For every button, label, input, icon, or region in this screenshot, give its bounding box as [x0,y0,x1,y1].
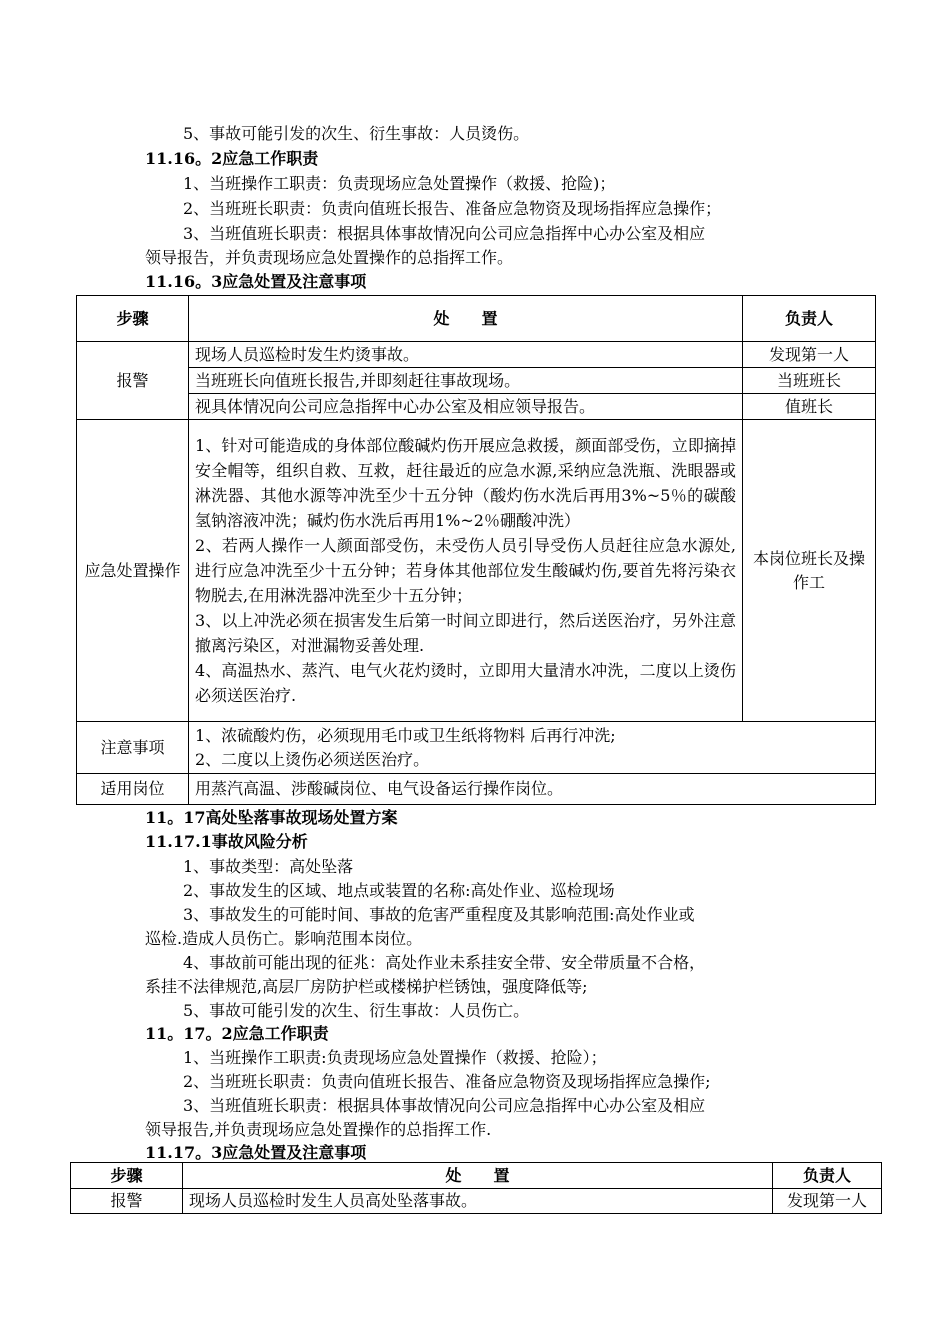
duty-17-item-1: 1、当班操作工职责:负责现场应急处置操作（救援、抢险）； [183,1048,607,1067]
note-1: 1、浓硫酸灼伤，必须现用毛巾或卫生纸将物料 后再行冲洗; [195,725,616,745]
emergency-action-4: 4、高温热水、蒸汽、电气火花灼烫时，立即用大量清水冲洗，二度以上烫伤必须送医治疗. [195,661,736,705]
step-alarm: 报警 [77,342,189,420]
duty-item-1: 1、当班操作工职责：负责现场应急处置操作（救援、抢险)； [183,174,616,193]
alarm-owner-17: 发现第一人 [773,1189,882,1214]
heading-11-17-3: 11.17。3应急处置及注意事项 [145,1143,367,1162]
col-header-owner-17: 负责人 [773,1163,882,1189]
emergency-action-1: 1、针对可能造成的身体部位酸碱灼伤开展应急救援，颜面部受伤，立即摘掉安全帽等，组织自救、互救，赶往最近的应急水源,采纳应急洗瓶、洗眼器或淋洗器、其他水源等冲洗至少十五分钟（酸灼伤水洗后再用3%~5％的碳酸氢钠溶液冲洗；碱灼伤水洗后再用1%~2％硼酸冲洗） [195,436,736,530]
heading-11-17-1: 11.17.1事故风险分析 [145,832,308,851]
risk-item-3: 3、事故发生的可能时间、事故的危害严重程度及其影响范围:高处作业或 [183,905,695,924]
duty-item-3: 3、当班值班长职责：根据具体事故情况向公司应急指挥中心办公室及相应 [183,224,706,243]
alarm-action-17: 现场人员巡检时发生人员高处坠落事故。 [183,1189,773,1214]
alarm-action-3: 视具体情况向公司应急指挥中心办公室及相应领导报告。 [189,394,743,420]
step-notes: 注意事项 [77,722,189,774]
duty-17-item-3-cont: 领导报告,并负责现场应急处置操作的总指挥工作. [145,1120,492,1139]
risk-item-5: 5、事故可能引发的次生、衍生事故：人员伤亡。 [183,1001,530,1020]
alarm-action-2: 当班班长向值班长报告,并即刻赶往事故现场。 [189,368,743,394]
note-2: 2、二度以上烫伤必须送医治疗。 [195,749,430,769]
col-header-action: 处 置 [189,296,743,342]
col-header-step: 步骤 [77,296,189,342]
risk-item-4-cont: 系挂不法律规范,高层厂房防护栏或楼梯护栏锈蚀，强度降低等; [145,977,588,996]
duty-item-3-cont: 领导报告，并负责现场应急处置操作的总指挥工作。 [145,248,514,267]
alarm-action-1: 现场人员巡检时发生灼烫事故。 [189,342,743,368]
alarm-owner-1: 发现第一人 [743,342,876,368]
response-table-11-16 [76,295,876,805]
emergency-owner: 本岗位班长及操作工 [743,420,876,722]
step-emergency: 应急处置操作 [77,420,189,722]
alarm-owner-2: 当班班长 [743,368,876,394]
duty-item-2: 2、当班班长职责：负责向值班长报告、准备应急物资及现场指挥应急操作； [183,199,722,218]
step-alarm-17: 报警 [71,1189,183,1214]
col-header-owner: 负责人 [743,296,876,342]
notes-text [189,722,876,774]
consequence-item-5: 5、事故可能引发的次生、衍生事故：人员烫伤。 [183,124,530,143]
risk-item-4: 4、事故前可能出现的征兆：高处作业未系挂安全带、安全带质量不合格， [183,953,706,972]
heading-11-16-2: 11.16。2应急工作职责 [145,149,319,168]
emergency-action-3: 3、以上冲洗必须在损害发生后第一时间立即进行，然后送医治疗，另外注意撤离污染区，对泄漏物妥善处理. [195,611,736,655]
emergency-actions [189,420,743,722]
col-header-step-17: 步骤 [71,1163,183,1189]
emergency-action-2: 2、若两人操作一人颜面部受伤，未受伤人员引导受伤人员赶往应急水源处,进行应急冲洗至少十五分钟；若身体其他部位发生酸碱灼伤,要首先将污染衣物脱去,在用淋洗器冲洗至少十五分钟； [195,536,736,605]
posts-text: 用蒸汽高温、涉酸碱岗位、电气设备运行操作岗位。 [189,774,876,805]
heading-11-17: 11。17高处坠落事故现场处置方案 [145,808,398,827]
risk-item-3-cont: 巡检.造成人员伤亡。影响范围本岗位。 [145,929,423,948]
alarm-owner-3: 值班长 [743,394,876,420]
duty-17-item-2: 2、当班班长职责：负责向值班长报告、准备应急物资及现场指挥应急操作; [183,1072,711,1091]
heading-11-16-3: 11.16。3应急处置及注意事项 [145,272,367,291]
heading-11-17-2: 11。17。2应急工作职责 [145,1024,329,1043]
duty-17-item-3: 3、当班值班长职责：根据具体事故情况向公司应急指挥中心办公室及相应 [183,1096,706,1115]
response-table-11-17 [70,1162,882,1214]
risk-item-1: 1、事故类型：高处坠落 [183,857,354,876]
step-posts: 适用岗位 [77,774,189,805]
col-header-action-17: 处 置 [183,1163,773,1189]
risk-item-2: 2、事故发生的区域、地点或装置的名称:高处作业、巡检现场 [183,881,615,900]
